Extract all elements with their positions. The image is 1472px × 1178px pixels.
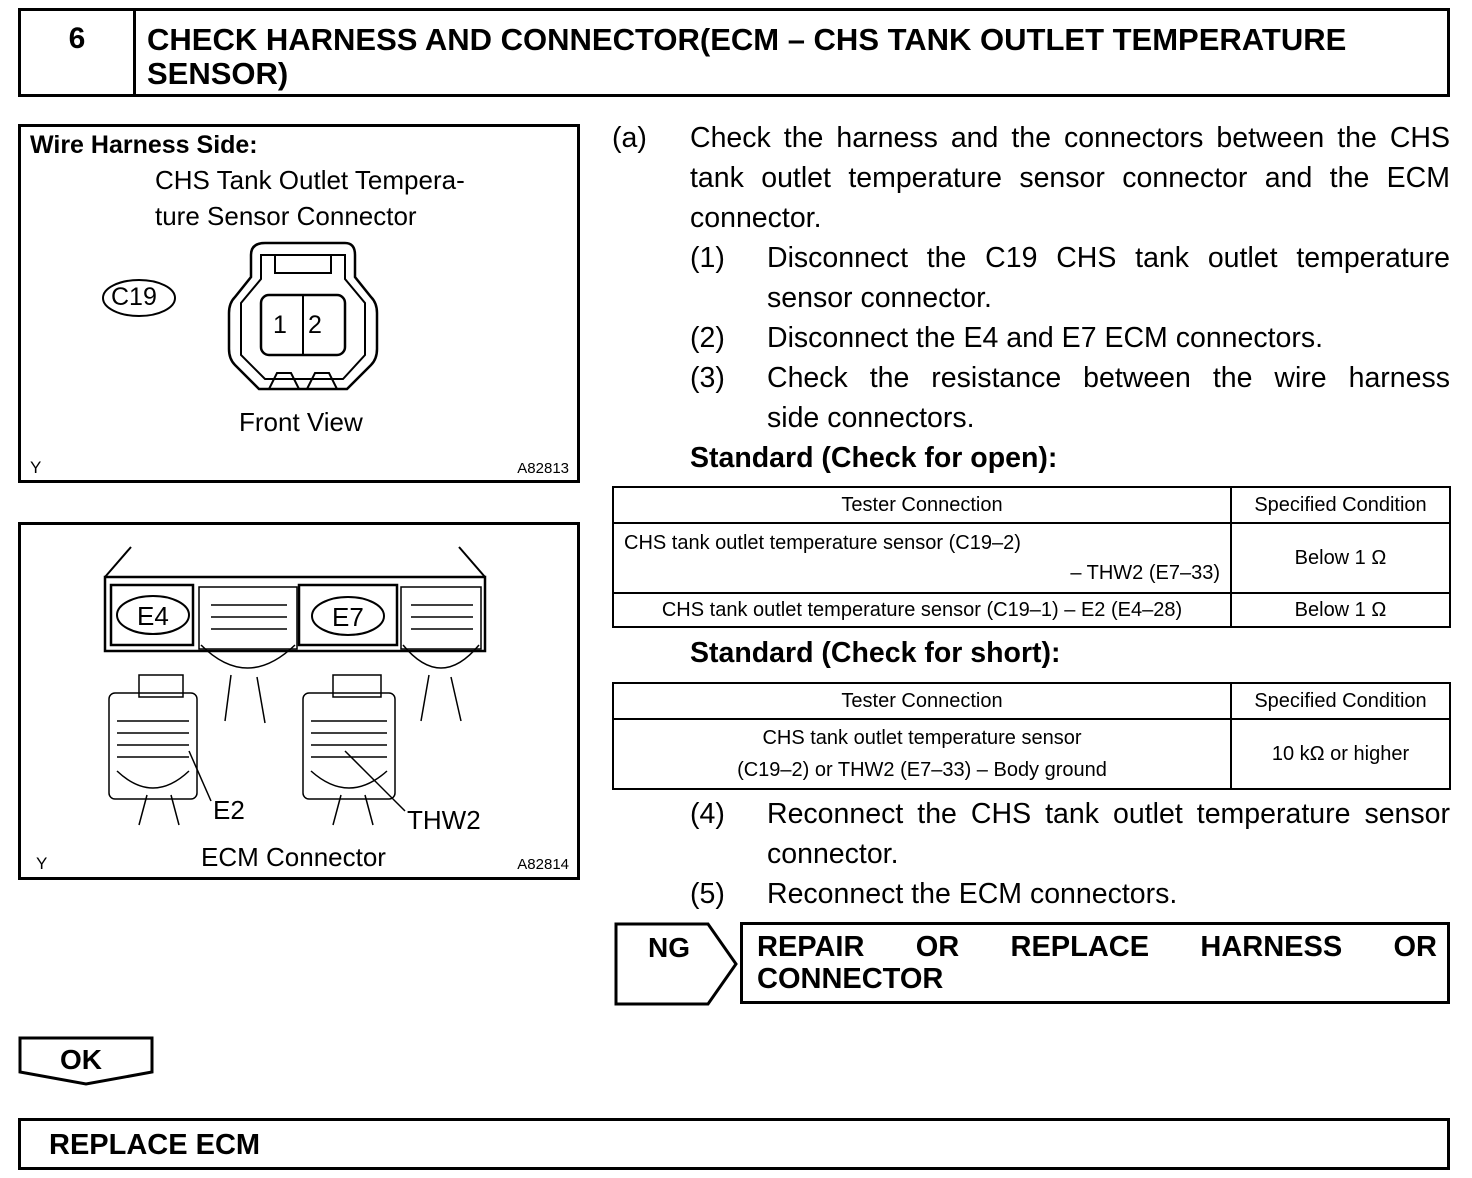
figure-ecm-connector: [18, 522, 580, 880]
substep-3-line-1: Check the resistance between the wire harness: [767, 362, 1450, 394]
title-line-2: SENSOR): [147, 56, 289, 91]
connector-id: C19: [111, 283, 157, 311]
table-check-short: [612, 682, 1451, 790]
front-view-label: Front View: [239, 407, 363, 437]
connector-e7-label: E7: [332, 602, 364, 632]
replace-ecm-label: REPLACE ECM: [49, 1129, 261, 1161]
short-row1-condition: 10 kΩ or higher: [1231, 719, 1450, 789]
table-header-condition: Specified Condition: [1231, 487, 1450, 523]
step-number: 6: [21, 11, 136, 94]
figure-corner-left: Y: [30, 458, 42, 477]
standard-short-heading: Standard (Check for short):: [690, 637, 1061, 669]
open-row2-condition: Below 1 Ω: [1231, 593, 1450, 627]
step-a-marker: (a): [612, 122, 647, 154]
pin-e2-label: E2: [213, 795, 245, 825]
figure-harness-side: [18, 124, 580, 483]
substep-1-line-2: sensor connector.: [767, 282, 992, 314]
open-row1-connection-line2: – THW2 (E7–33): [1070, 562, 1220, 584]
substep-4-line-1: Reconnect the CHS tank outlet temperature sensor: [767, 798, 1450, 830]
substep-3-marker: (3): [690, 362, 725, 394]
table-check-open: [612, 486, 1451, 628]
short-row1-connection-line2: (C19–2) or THW2 (E7–33) – Body ground: [737, 759, 1107, 781]
ng-action-line-2: CONNECTOR: [757, 963, 944, 995]
substep-5-line-1: Reconnect the ECM connectors.: [767, 878, 1178, 910]
ng-label: NG: [648, 932, 690, 963]
substep-4-marker: (4): [690, 798, 725, 830]
pin-thw2-label: THW2: [407, 805, 481, 835]
step-title: [147, 23, 1435, 91]
open-row1-condition: Below 1 Ω: [1231, 523, 1450, 593]
connector-label-line-2: ture Sensor Connector: [155, 201, 417, 231]
pin-1: 1: [273, 311, 287, 339]
short-row1-connection-line1: CHS tank outlet temperature sensor: [762, 727, 1082, 749]
pin-2: 2: [308, 311, 322, 339]
title-line-1: CHECK HARNESS AND CONNECTOR(ECM – CHS TANK OUTLET TEMPERATURE: [147, 22, 1347, 57]
open-row1-connection-line1: CHS tank outlet temperature sensor (C19–2): [624, 532, 1021, 554]
figure-corner-left: Y: [36, 854, 48, 873]
ok-label: OK: [60, 1044, 102, 1075]
table-row: [613, 523, 1450, 593]
substep-3-line-2: side connectors.: [767, 402, 975, 434]
substep-1-line-1: Disconnect the C19 CHS tank outlet temperature: [767, 242, 1450, 274]
step-a-line-2: tank outlet temperature sensor connector and the ECM: [690, 162, 1450, 194]
ecm-connector-drawing: [21, 525, 577, 877]
table-row: [613, 719, 1450, 789]
substep-4-line-2: connector.: [767, 838, 899, 870]
ng-action-line-1: REPAIR OR REPLACE HARNESS OR: [757, 931, 1437, 963]
connector-label-line-1: CHS Tank Outlet Tempera-: [155, 165, 465, 195]
substep-2-line-1: Disconnect the E4 and E7 ECM connectors.: [767, 322, 1324, 354]
table-header-connection: Tester Connection: [613, 487, 1231, 523]
substep-5-marker: (5): [690, 878, 725, 910]
ng-action-box: [740, 922, 1450, 1004]
step-a-line-1: Check the harness and the connectors between the CHS: [690, 122, 1450, 154]
table-row: [613, 593, 1450, 627]
ecm-connector-caption: ECM Connector: [201, 842, 386, 872]
replace-ecm-box: [18, 1118, 1450, 1170]
wire-harness-side-label: Wire Harness Side:: [30, 131, 258, 159]
standard-open-heading: Standard (Check for open):: [690, 442, 1058, 474]
step-header: [18, 8, 1450, 97]
connector-e4-label: E4: [137, 601, 169, 631]
substep-1-marker: (1): [690, 242, 725, 274]
step-a-line-3: connector.: [690, 202, 822, 234]
figure-code: A82813: [517, 460, 569, 477]
table-header-connection: Tester Connection: [613, 683, 1231, 719]
open-row2-connection: CHS tank outlet temperature sensor (C19–1) – E2 (E4–28): [613, 593, 1231, 627]
table-header-condition: Specified Condition: [1231, 683, 1450, 719]
figure-code: A82814: [517, 856, 569, 873]
substep-2-marker: (2): [690, 322, 725, 354]
